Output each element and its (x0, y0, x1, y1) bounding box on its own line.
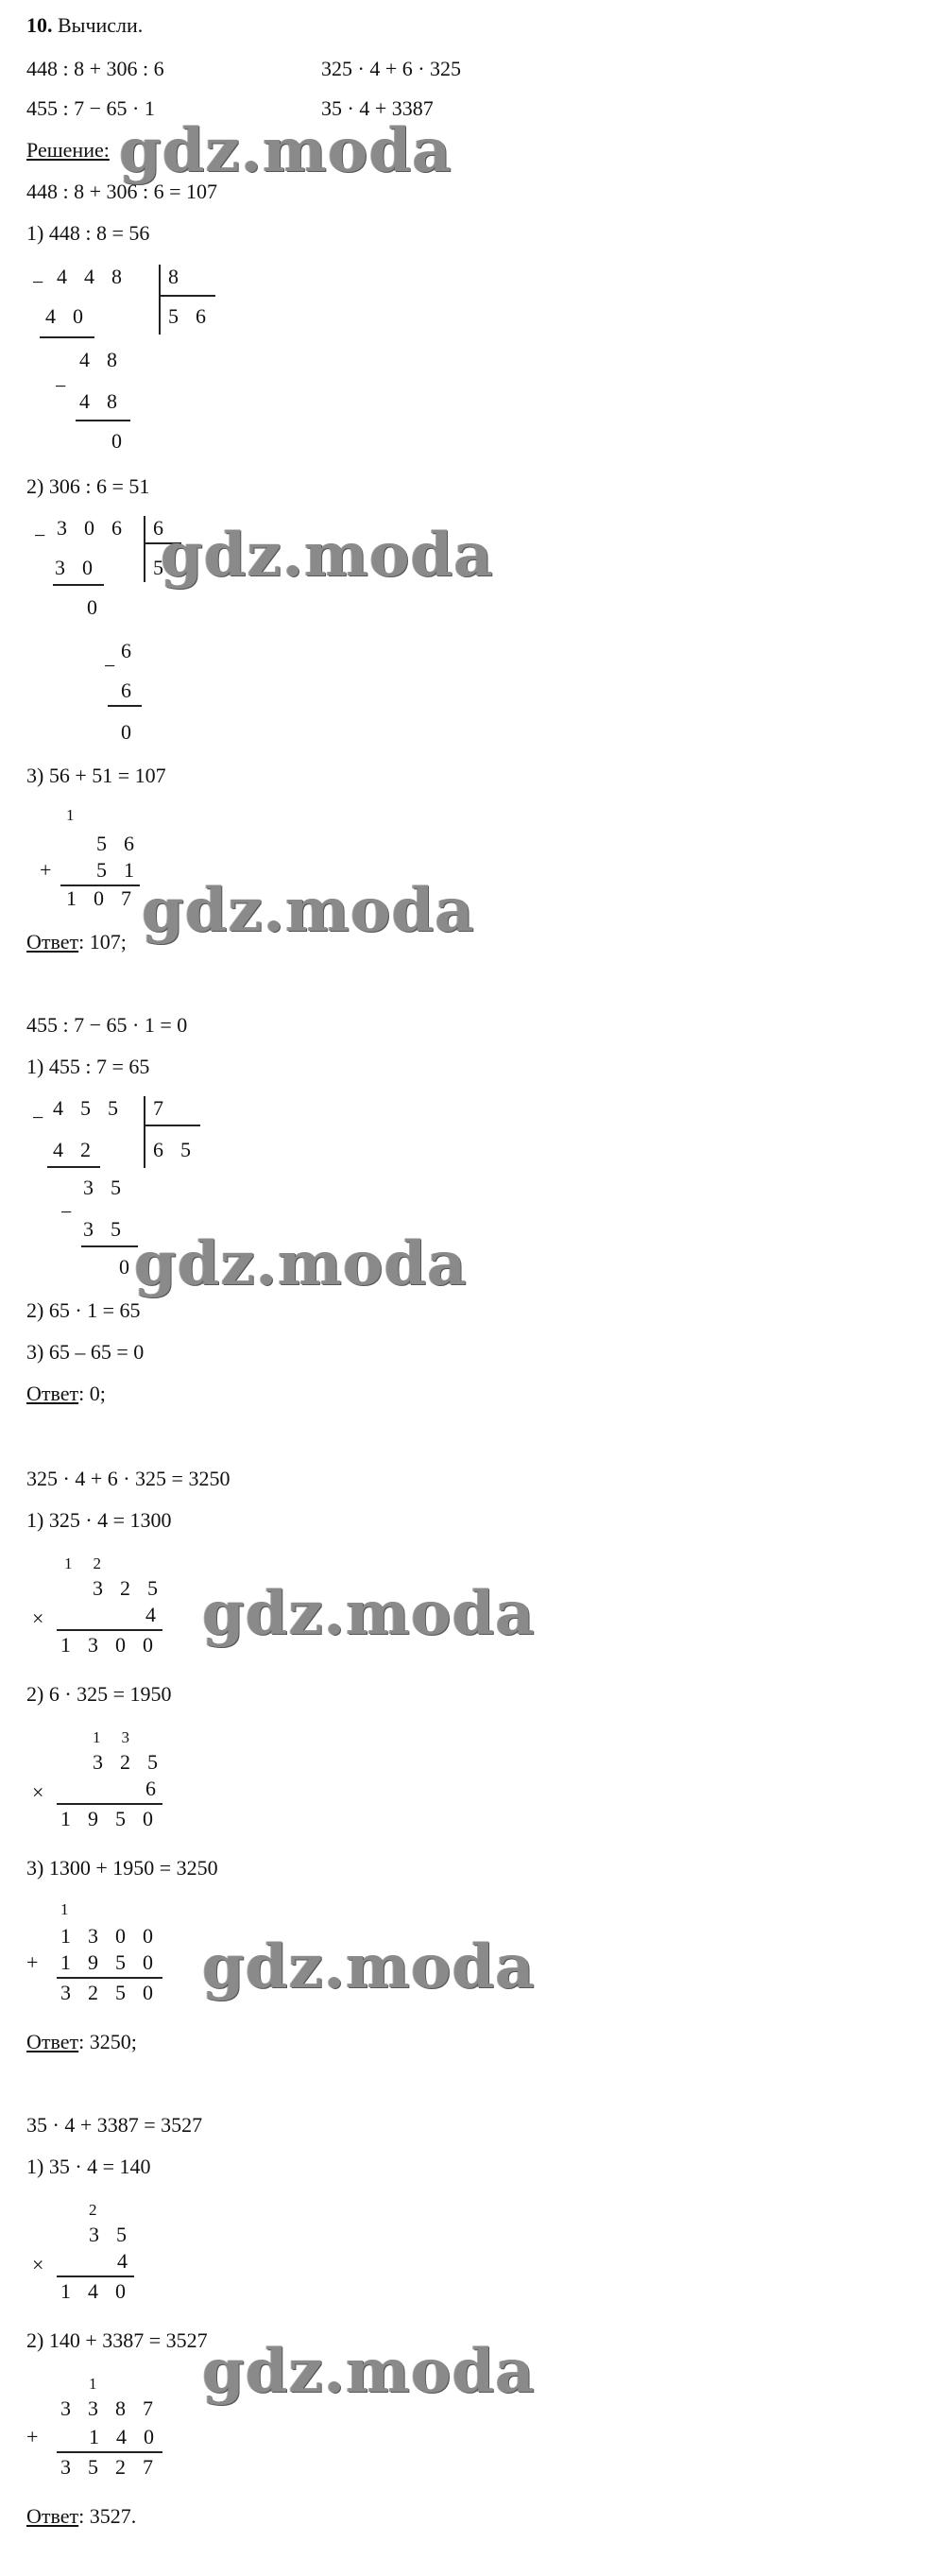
line (76, 420, 130, 421)
ex1-main: 448 : 8 + 306 : 6 = 107 (26, 180, 218, 203)
factor-top: 325 (93, 1576, 175, 1600)
subtrahend-2: 48 (79, 389, 134, 413)
minus-sign: − (104, 654, 116, 678)
addend-top: 56 (96, 832, 151, 855)
addend-bottom: 1950 (60, 1950, 170, 1974)
times-sign: × (32, 1780, 44, 1804)
line (57, 2275, 134, 2277)
minus-sign: − (60, 1200, 73, 1224)
addend-top: 1300 (60, 1924, 170, 1948)
answer-label: Ответ (26, 1382, 79, 1405)
minus-sign: − (32, 270, 44, 294)
line (57, 1803, 162, 1805)
remainder-1: 35 (83, 1176, 138, 1199)
subtrahend-2: 35 (83, 1217, 138, 1241)
divisor-line (159, 295, 215, 297)
answer-label: Ответ (26, 930, 79, 953)
ex4-step2: 2) 140 + 3387 = 3527 (26, 2328, 208, 2352)
dividend: 448 (57, 265, 139, 288)
dividend: 455 (53, 1096, 135, 1120)
divisor-line (144, 1125, 200, 1126)
times-sign: × (32, 2253, 44, 2276)
quotient: 5 (153, 556, 163, 579)
expression-3: 455 : 7 − 65 · 1 (26, 96, 155, 120)
plus-sign: + (26, 1950, 39, 1974)
task-heading (26, 13, 143, 38)
line (57, 1977, 162, 1979)
line (47, 1166, 100, 1168)
expression-2: 325 · 4 + 6 · 325 (321, 57, 462, 80)
addend-bottom: 51 (96, 858, 151, 882)
factor-bottom: 4 (145, 1603, 156, 1626)
line (57, 1629, 162, 1631)
carry: 2 (89, 2201, 97, 2219)
division-bar (144, 516, 145, 582)
solution-label: Решение: (26, 138, 110, 162)
factor-top: 325 (93, 1750, 175, 1774)
answer-value: : 3250; (78, 2030, 137, 2053)
carry: 13 (93, 1728, 150, 1746)
plus-sign: + (26, 2425, 39, 2448)
ex3-main: 325 · 4 + 6 · 325 = 3250 (26, 1467, 230, 1490)
expression-4: 35 · 4 + 3387 (321, 96, 434, 120)
product: 140 (60, 2279, 143, 2303)
ex2-step1: 1) 455 : 7 = 65 (26, 1055, 150, 1078)
subtrahend-1: 40 (45, 304, 100, 328)
carry: 1 (60, 1900, 69, 1918)
addend-bottom: 140 (89, 2425, 171, 2448)
plus-sign: + (40, 858, 52, 882)
watermark: gdz.moda (119, 115, 452, 186)
watermark: gdz.moda (202, 1578, 536, 1649)
factor-top: 35 (89, 2223, 144, 2246)
line (40, 336, 94, 338)
ex1-step2: 2) 306 : 6 = 51 (26, 474, 150, 498)
remainder-3: 0 (121, 720, 131, 744)
answer-value: : 0; (78, 1382, 106, 1405)
ex3-step2: 2) 6 · 325 = 1950 (26, 1682, 172, 1706)
carry: 12 (64, 1554, 122, 1572)
subtrahend-1: 42 (53, 1138, 108, 1161)
divisor: 7 (153, 1096, 163, 1120)
expression-1: 448 : 8 + 306 : 6 (26, 57, 164, 80)
line (81, 1245, 138, 1247)
carry: 1 (89, 2375, 97, 2393)
divisor: 6 (153, 516, 163, 540)
times-sign: × (32, 1606, 44, 1630)
ex3-step1: 1) 325 · 4 = 1300 (26, 1508, 172, 1532)
factor-bottom: 6 (145, 1777, 156, 1800)
ex2-main: 455 : 7 − 65 · 1 = 0 (26, 1013, 188, 1037)
sum: 107 (66, 886, 148, 910)
carry: 1 (66, 806, 75, 824)
minus-sign: − (55, 374, 67, 398)
remainder-2: 0 (111, 429, 122, 453)
quotient: 65 (153, 1138, 208, 1161)
answer-value: : 107; (78, 930, 127, 953)
watermark: gdz.moda (142, 875, 475, 946)
remainder-1: 48 (79, 348, 134, 371)
watermark: gdz.moda (202, 1932, 536, 2002)
line (108, 705, 142, 707)
sum: 3250 (60, 1981, 170, 2004)
watermark: gdz.moda (161, 520, 494, 591)
product: 1950 (60, 1807, 170, 1830)
ex4-answer (26, 2504, 136, 2529)
remainder-1: 0 (87, 595, 97, 619)
quotient: 56 (168, 304, 223, 328)
watermark: gdz.moda (134, 1228, 468, 1299)
remainder-2: 0 (119, 1255, 129, 1279)
watermark: gdz.moda (202, 2336, 536, 2407)
task-title: Вычисли. (58, 13, 144, 37)
ex4-main: 35 · 4 + 3387 = 3527 (26, 2113, 203, 2137)
answer-value: : 3527. (78, 2504, 137, 2528)
task-number: 10. (26, 13, 53, 37)
answer-label: Ответ (26, 2030, 79, 2053)
product: 1300 (60, 1633, 170, 1657)
divisor: 8 (168, 265, 179, 288)
ex1-step3: 3) 56 + 51 = 107 (26, 764, 166, 787)
answer-label: Ответ (26, 2504, 79, 2528)
addend-top: 3387 (60, 2396, 170, 2420)
subtrahend-1: 30 (55, 556, 110, 579)
subtrahend-2: 6 (121, 678, 131, 702)
ex2-step3: 3) 65 – 65 = 0 (26, 1340, 145, 1364)
ex1-step1: 1) 448 : 8 = 56 (26, 221, 150, 245)
dividend: 306 (57, 516, 139, 540)
line (57, 2451, 162, 2453)
minus-sign: − (32, 1106, 44, 1129)
ex3-step3: 3) 1300 + 1950 = 3250 (26, 1856, 218, 1880)
minus-sign: − (34, 524, 46, 547)
ex2-answer (26, 1382, 106, 1406)
sum: 3527 (60, 2455, 170, 2479)
division-bar (144, 1096, 145, 1168)
ex3-answer (26, 2030, 137, 2054)
line (53, 584, 104, 586)
factor-bottom: 4 (117, 2249, 128, 2273)
remainder-2: 6 (121, 639, 131, 662)
ex2-step2: 2) 65 · 1 = 65 (26, 1298, 141, 1322)
ex4-step1: 1) 35 · 4 = 140 (26, 2155, 151, 2178)
division-bar (159, 265, 161, 335)
ex1-answer (26, 930, 127, 954)
